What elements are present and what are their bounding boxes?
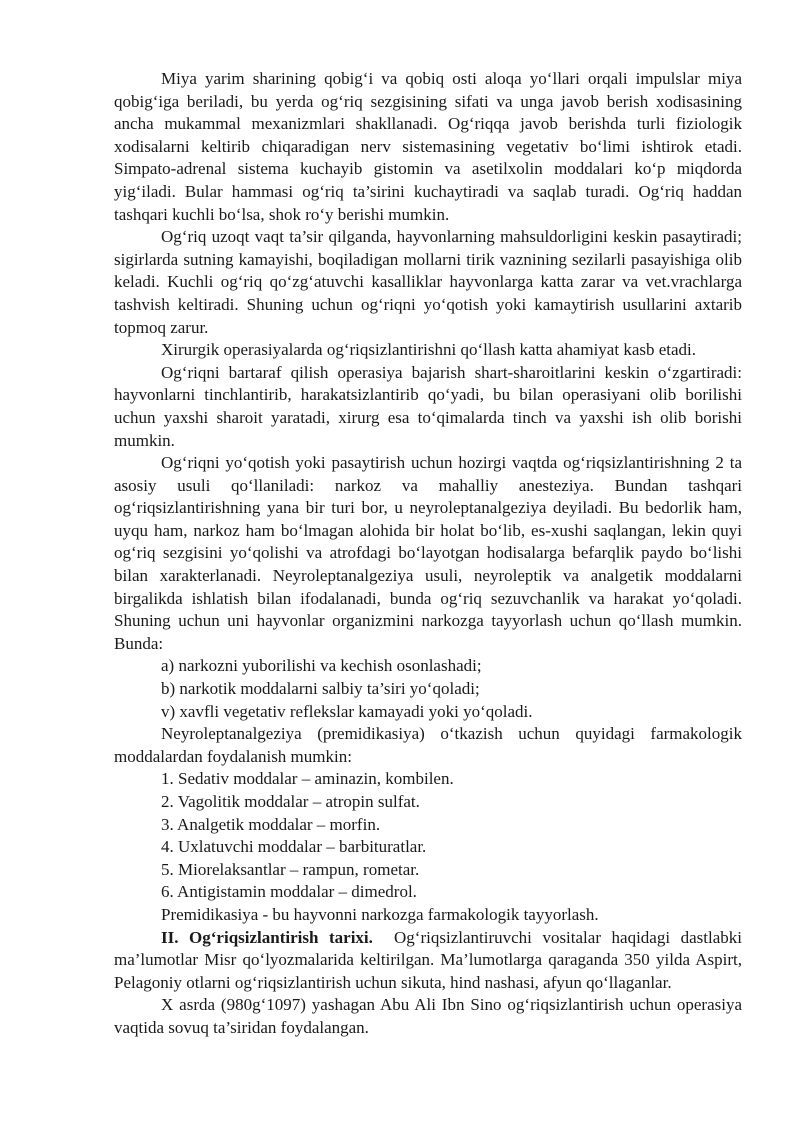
premedication-definition: Premidikasiya - bu hayvonni narkozga farmakologik tayyorlash. [161,904,599,924]
list-item-drug: 1. Sedativ moddalar – aminazin, kombilen. [161,769,454,789]
paragraph-surgical-anesthesia: Xirurgik operasiyalarda og‘riqsizlantirishni qo‘llash katta ahamiyat kasb etadi. [161,340,697,360]
list-item-drug: 6. Antigistamin moddalar – dimedrol. [161,882,417,902]
list-item-drug: 5. Miorelaksantlar – rampun, rometar. [161,859,420,879]
list-item-drug: 4. Uxlatuvchi moddalar – barbituratlar. [161,837,427,857]
paragraph-pain-effects: Og‘riq uzoqt vaqt ta’sir qilganda, hayvonlarning mahsuldorligini keskin pasaytiradi; sigirlarda sutning kamayishi, boqiladigan mollarni tirik vaznining sezilarli pasayishiga olib keladi. Kuchli og‘riq qo‘zg‘atuvchi kasalliklar hayvonlarga katta zarar va vet.vrachlarga tashvish keltiradi. Shuning uchun og‘riqni yo‘qotish yoki kamaytirish usullarini axtarib topmoq zarur. [114,227,742,337]
list-item-effect: v) xavfli vegetativ reflekslar kamayadi yoki yo‘qoladi. [161,701,533,721]
list-item-drug: 3. Analgetik moddalar – morfin. [161,814,381,834]
document-page [114,68,742,1040]
section-heading: II. Og‘riqsizlantirish tarixi. [161,927,373,947]
history-text: Og‘riqsizlantiruvchi vositalar haqidagi dastlabki ma’lumotlar Misr qo‘lyozmalarida keltirilgan. Ma’lumotlarga qaraganda 350 yilda Aspirt, Pelagoniy otlarni og‘riqsizlantirish uchun sikuta, hind nashasi, afyun qo‘llaganlar. [114,927,743,992]
list-item-drug: 2. Vagolitik moddalar – atropin sulfat. [161,792,420,811]
paragraph-pain-pathways: Miya yarim sharining qobig‘i va qobiq osti aloqa yo‘llari orqali impulslar miya qobig‘iga beriladi, bu yerda og‘riq sezgisining sifati va unga javob berish xodisasining ancha mukammal mexanizmlari shakllanadi. Og‘riqqa javob berishda turli fiziologik xodisalarni keltirib chiqaradigan nerv sistemasining vegetativ bo‘limi ishtirok etadi. Simpato-adrenal sistema kuchayib gistomin va asetilxolin moddalari ko‘p miqdorda yig‘iladi. Bular hammasi og‘riq ta’sirini kuchaytiradi va saqlab turadi. Og‘riq haddan tashqari kuchli bo‘lsa, shok ro‘y berishi mumkin. [114,69,742,224]
paragraph-premedication-intro: Neyroleptanalgeziya (premidikasiya) o‘tkazish uchun quyidagi farmakologik moddalardan foydalanish mumkin: [114,724,742,766]
list-item-effect: a) narkozni yuborilishi va kechish osonlashadi; [161,656,482,676]
paragraph-ibn-sino: X asrda (980g‘1097) yashagan Abu Ali Ibn Sino og‘riqsizlantirish uchun operasiya vaqtida sovuq ta’siridan foydalangan. [114,995,742,1037]
paragraph-operation-conditions: Og‘riqni bartaraf qilish operasiya bajarish shart-sharoitlarini keskin o‘zgartiradi: hayvonlarni tinchlantirib, harakatsizlantirib qo‘yadi, bu bilan operasiyani olib borilishi uchun yaxshi sharoit yaratadi, xirurg esa to‘qimalarda tinch va yaxshi ish olib borishi mumkin. [114,362,742,450]
paragraph-history [114,927,742,995]
paragraph-anesthesia-methods: Og‘riqni yo‘qotish yoki pasaytirish uchun hozirgi vaqtda og‘riqsizlantirishning 2 ta asosiy usuli qo‘llaniladi: narkoz va mahalliy anesteziya. Bundan tashqari og‘riqsizlantirishning yana bir turi bor, u neyroleptanalgeziya deyiladi. Bu bedorlik ham, uyqu ham, narkoz ham bo‘lmagan alohida bir holat bo‘lib, es-xushi saqlangan, lekin quyi og‘riq sezgisini yo‘qolishi va atrofdagi bo‘layotgan hodisalarga befarqlik paydo bo‘lishi bilan xarakterlanadi. Neyroleptanalgeziya usuli, neyroleptik va analgetik moddalarni birgalikda ishlatish bilan ifodalanadi, bunda og‘riq sezuvchanlik va harakat yo‘qoladi. Shuning uchun uni hayvonlar organizmini narkozga tayyorlash uchun qo‘llash mumkin. Bunda: [114,453,742,653]
list-item-effect: b) narkotik moddalarni salbiy ta’siri yo‘qoladi; [161,679,480,699]
